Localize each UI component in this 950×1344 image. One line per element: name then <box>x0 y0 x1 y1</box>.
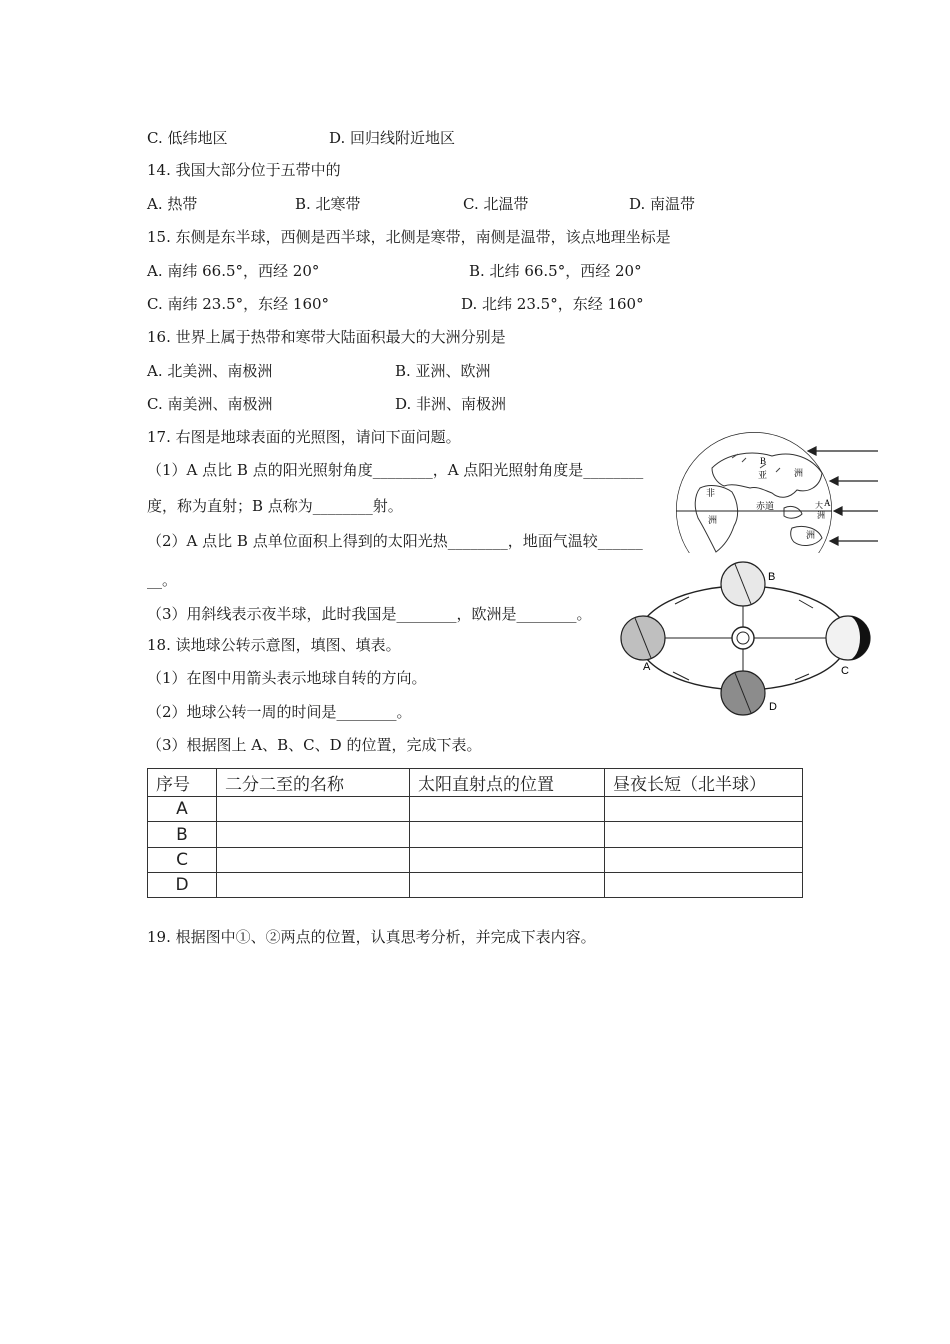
table-cell[interactable] <box>410 797 605 822</box>
earth-position-a <box>621 616 665 660</box>
question-14: 14. 我国大部分位于五带中的 <box>147 161 341 179</box>
option-14c: C. 北温带 <box>463 195 529 213</box>
option-16d: D. 非洲、南极洲 <box>395 395 507 413</box>
option-14d: D. 南温带 <box>629 195 696 213</box>
earth-position-c <box>826 616 870 660</box>
option-13c: C. 低纬地区 <box>147 129 228 147</box>
earth-position-b <box>721 562 765 606</box>
question-17-part2-line2: __。 <box>147 571 178 589</box>
table-row <box>148 847 803 872</box>
table-header-cell: 二分二至的名称 <box>217 769 410 797</box>
map-label-zhou2: 洲 <box>708 515 718 525</box>
table-header-cell: 序号 <box>148 769 217 797</box>
question-17-part1-line2: 度，称为直射；B 点称为________射。 <box>147 497 403 515</box>
table-header-cell: 昼夜长短（北半球） <box>605 769 803 797</box>
option-15d: D. 北纬 23.5°，东经 160° <box>461 295 644 313</box>
map-label-fei: 非 <box>706 488 716 498</box>
option-16c: C. 南美洲、南极洲 <box>147 395 273 413</box>
table-cell[interactable] <box>217 822 410 847</box>
map-label-ya: 亚 <box>758 470 768 480</box>
table-cell[interactable] <box>217 847 410 872</box>
table-cell: B <box>148 822 217 847</box>
map-label-zhou3: 洲 <box>806 530 816 540</box>
option-13d: D. 回归线附近地区 <box>329 129 456 147</box>
table-cell[interactable] <box>217 797 410 822</box>
option-15a: A. 南纬 66.5°，西经 20° <box>147 262 320 280</box>
answer-table <box>147 768 803 898</box>
table-cell[interactable] <box>605 797 803 822</box>
option-15b: B. 北纬 66.5°，西经 20° <box>469 262 642 280</box>
table-row <box>148 822 803 847</box>
earth-position-d <box>721 671 765 715</box>
table-cell[interactable] <box>410 847 605 872</box>
map-label-da: 大 <box>815 501 823 510</box>
question-17-part1-line1: （1）A 点比 B 点的阳光照射角度________，A 点阳光照射角度是________ <box>147 461 644 479</box>
question-17: 17. 右图是地球表面的光照图，请问下面问题。 <box>147 428 461 446</box>
sunlight-illumination-figure <box>672 428 882 553</box>
table-cell[interactable] <box>410 822 605 847</box>
table-header-cell: 太阳直射点的位置 <box>410 769 605 797</box>
table-cell: D <box>148 872 217 897</box>
question-18-part3: （3）根据图上 A、B、C、D 的位置，完成下表。 <box>147 736 482 754</box>
question-18: 18. 读地球公转示意图，填图、填表。 <box>147 636 401 654</box>
table-cell[interactable] <box>605 847 803 872</box>
table-cell[interactable] <box>605 872 803 897</box>
map-label-zhou4: 洲 <box>817 511 825 520</box>
map-label-equator: 赤道 <box>756 501 775 511</box>
question-17-part2-line1: （2）A 点比 B 点单位面积上得到的太阳光热________，地面气温较______ <box>147 532 643 550</box>
question-18-part1: （1）在图中用箭头表示地球自转的方向。 <box>147 669 427 687</box>
map-label-zhou1: 洲 <box>794 468 804 478</box>
question-18-part2: （2）地球公转一周的时间是________。 <box>147 703 412 721</box>
map-label-a: A <box>824 498 831 508</box>
table-cell[interactable] <box>605 822 803 847</box>
option-14b: B. 北寒带 <box>295 195 361 213</box>
table-row <box>148 797 803 822</box>
orbit-label-a: A <box>643 661 651 673</box>
sun-icon <box>732 627 754 649</box>
table-cell[interactable] <box>217 872 410 897</box>
option-15c: C. 南纬 23.5°，东经 160° <box>147 295 330 313</box>
option-14a: A. 热带 <box>147 195 198 213</box>
orbit-label-c: C <box>841 665 849 677</box>
question-17-part3: （3）用斜线表示夜半球，此时我国是________，欧洲是________。 <box>147 605 592 623</box>
table-header-row <box>148 769 803 797</box>
earth-orbit-figure <box>613 556 883 721</box>
option-16b: B. 亚洲、欧洲 <box>395 362 491 380</box>
option-16a: A. 北美洲、南极洲 <box>147 362 273 380</box>
table-cell[interactable] <box>410 872 605 897</box>
table-cell: A <box>148 797 217 822</box>
table-row <box>148 872 803 897</box>
orbit-label-b: B <box>768 571 776 583</box>
table-cell: C <box>148 847 217 872</box>
question-19: 19. 根据图中①、②两点的位置，认真思考分析，并完成下表内容。 <box>147 928 596 946</box>
map-label-b: B <box>760 456 767 466</box>
orbit-label-d: D <box>769 701 777 713</box>
question-15: 15. 东侧是东半球，西侧是西半球，北侧是寒带，南侧是温带，该点地理坐标是 <box>147 228 671 246</box>
question-16: 16. 世界上属于热带和寒带大陆面积最大的大洲分别是 <box>147 328 506 346</box>
